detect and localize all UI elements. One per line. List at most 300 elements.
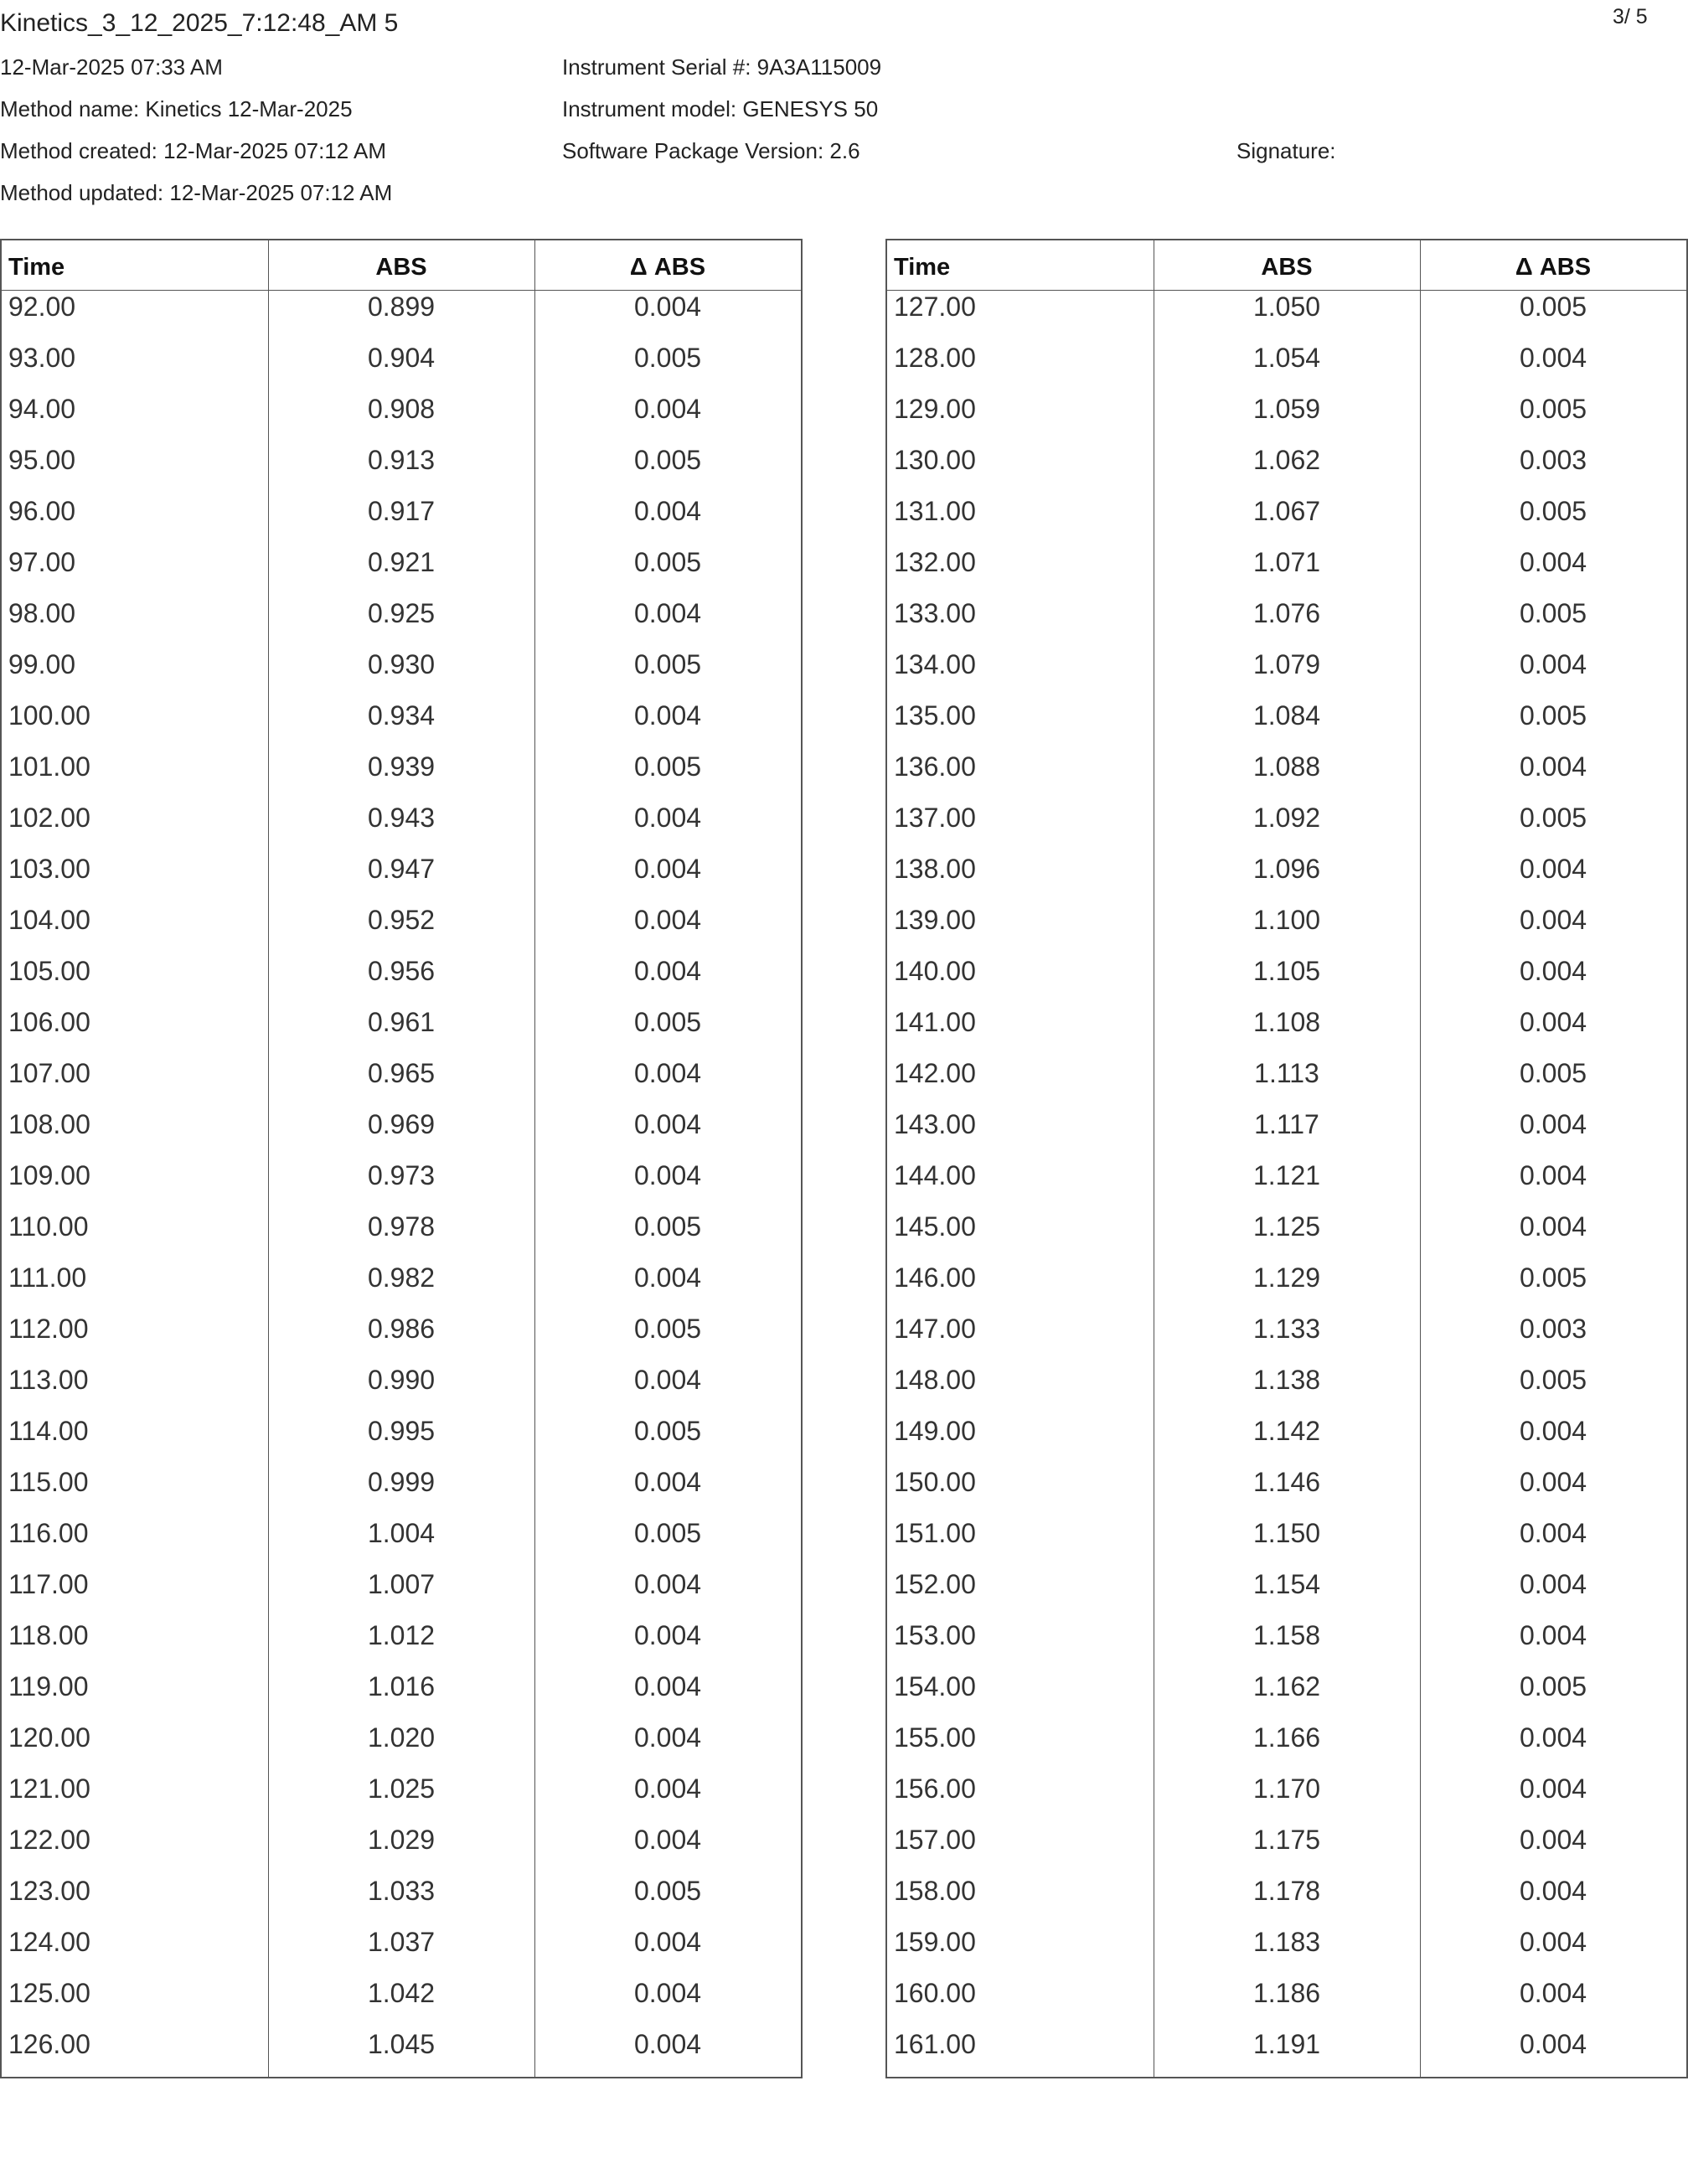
time-cell: 112.00 [8,1314,89,1344]
delta-abs-cell: 0.004 [633,956,702,986]
abs-cell: 1.108 [1252,1007,1321,1037]
time-cell: 145.00 [894,1211,976,1242]
abs-cell: 1.117 [1254,1109,1319,1139]
time-cell: 94.00 [8,394,76,424]
delta-abs-cell: 0.005 [633,1518,702,1548]
abs-cell: 0.952 [367,905,436,935]
abs-cell: 0.990 [367,1365,436,1395]
abs-cell: 1.025 [367,1774,436,1804]
delta-abs-cell: 0.004 [1519,1774,1587,1804]
abs-cell: 1.054 [1252,343,1321,373]
time-cell: 109.00 [8,1160,90,1190]
table-row [2,597,801,648]
table-row [2,1722,801,1773]
delta-abs-cell: 0.004 [1519,1876,1587,1906]
time-cell: 96.00 [8,496,76,526]
abs-cell: 0.913 [367,445,436,475]
time-cell: 159.00 [894,1927,976,1957]
delta-abs-cell: 0.004 [633,1467,702,1497]
table-row [887,546,1686,597]
table-row [2,1517,801,1568]
delta-abs-cell: 0.005 [633,1876,702,1906]
abs-cell: 1.050 [1252,292,1321,322]
time-cell: 123.00 [8,1876,90,1906]
document-title: Kinetics_3_12_2025_7:12:48_AM 5 [0,9,399,37]
abs-cell: 1.166 [1252,1722,1321,1753]
delta-abs-cell: 0.004 [633,700,702,731]
abs-cell: 1.076 [1252,598,1321,628]
abs-cell: 0.947 [367,854,436,884]
abs-cell: 1.138 [1252,1365,1321,1395]
table-row [2,1057,801,1108]
table-row [887,1108,1686,1159]
time-cell: 155.00 [894,1722,976,1753]
delta-abs-cell: 0.004 [633,1058,702,1088]
delta-abs-cell: 0.005 [633,1314,702,1344]
table-row [887,1875,1686,1926]
abs-cell: 1.150 [1252,1518,1321,1548]
time-cell: 148.00 [894,1365,976,1395]
time-cell: 135.00 [894,700,976,731]
delta-abs-cell: 0.004 [633,854,702,884]
table-row [2,955,801,1006]
delta-abs-cell: 0.004 [1519,1825,1587,1855]
table-row [2,1159,801,1211]
delta-abs-cell: 0.004 [633,1365,702,1395]
delta-abs-cell: 0.005 [1519,700,1587,731]
table-row [887,751,1686,802]
time-cell: 121.00 [8,1774,90,1804]
table-row [2,495,801,546]
time-cell: 119.00 [8,1671,89,1701]
data-table-right [885,239,1688,2078]
abs-cell: 1.079 [1252,649,1321,679]
delta-abs-cell: 0.004 [1519,1007,1587,1037]
delta-abs-cell: 0.005 [633,1007,702,1037]
abs-cell: 1.121 [1252,1160,1321,1190]
delta-abs-cell: 0.005 [633,445,702,475]
abs-cell: 0.995 [367,1416,436,1446]
abs-cell: 1.133 [1252,1314,1321,1344]
abs-cell: 0.978 [367,1211,436,1242]
time-cell: 99.00 [8,649,76,679]
instrument-serial: Instrument Serial #: 9A3A115009 [562,54,882,80]
abs-cell: 1.033 [367,1876,436,1906]
delta-abs-cell: 0.004 [1519,649,1587,679]
time-cell: 106.00 [8,1007,90,1037]
delta-abs-cell: 0.004 [633,803,702,833]
table-row [2,1211,801,1262]
delta-abs-cell: 0.004 [1519,905,1587,935]
time-cell: 102.00 [8,803,90,833]
table-row [2,1875,801,1926]
time-cell: 97.00 [8,547,76,577]
delta-abs-cell: 0.004 [633,496,702,526]
delta-abs-cell: 0.004 [633,1927,702,1957]
abs-cell: 1.105 [1252,956,1321,986]
time-cell: 140.00 [894,956,976,986]
table-body [2,291,801,2079]
time-cell: 138.00 [894,854,976,884]
table-row [887,393,1686,444]
abs-cell: 0.908 [367,394,436,424]
delta-abs-cell: 0.004 [1519,1927,1587,1957]
time-cell: 120.00 [8,1722,90,1753]
time-cell: 128.00 [894,343,976,373]
table-row [2,1619,801,1670]
table-row [2,546,801,597]
delta-abs-cell: 0.005 [1519,598,1587,628]
time-cell: 142.00 [894,1058,976,1088]
delta-abs-cell: 0.003 [1519,445,1587,475]
method-name: Method name: Kinetics 12-Mar-2025 [0,96,353,121]
table-row [887,1211,1686,1262]
abs-cell: 1.158 [1252,1620,1321,1650]
abs-cell: 1.071 [1252,547,1321,577]
table-row [887,1773,1686,1824]
abs-cell: 0.925 [367,598,436,628]
abs-cell: 0.956 [367,956,436,986]
delta-abs-cell: 0.005 [1519,292,1587,322]
delta-abs-cell: 0.003 [1519,1314,1587,1344]
abs-cell: 0.934 [367,700,436,731]
delta-abs-cell: 0.005 [1519,496,1587,526]
time-cell: 151.00 [894,1518,976,1548]
table-row [2,648,801,700]
delta-abs-cell: 0.004 [633,905,702,935]
delta-abs-cell: 0.004 [1519,956,1587,986]
time-cell: 104.00 [8,905,90,935]
delta-abs-cell: 0.004 [1519,2029,1587,2059]
time-cell: 144.00 [894,1160,976,1190]
method-updated: Method updated: 12-Mar-2025 07:12 AM [0,180,393,205]
delta-abs-cell: 0.004 [633,1569,702,1599]
abs-cell: 1.092 [1252,803,1321,833]
table-row [2,853,801,904]
table-row [2,342,801,393]
time-cell: 113.00 [8,1365,89,1395]
abs-cell: 1.012 [367,1620,436,1650]
delta-abs-cell: 0.004 [1519,751,1587,782]
table-row [2,1926,801,1977]
time-cell: 150.00 [894,1467,976,1497]
abs-cell: 1.191 [1252,2029,1321,2059]
abs-cell: 0.930 [367,649,436,679]
table-row [2,1773,801,1824]
delta-abs-cell: 0.005 [633,751,702,782]
delta-abs-cell: 0.005 [1519,394,1587,424]
table-row [887,1415,1686,1466]
abs-cell: 0.961 [367,1007,436,1037]
time-cell: 101.00 [8,751,90,782]
delta-abs-cell: 0.005 [1519,1058,1587,1088]
delta-abs-cell: 0.004 [633,1262,702,1293]
abs-cell: 0.917 [367,496,436,526]
table-row [2,444,801,495]
delta-abs-cell: 0.004 [1519,1211,1587,1242]
table-row [2,1313,801,1364]
time-cell: 129.00 [894,394,976,424]
time-cell: 98.00 [8,598,76,628]
time-cell: 131.00 [894,496,976,526]
time-cell: 122.00 [8,1825,90,1855]
table-row [887,802,1686,853]
table-row [887,648,1686,700]
table-row [2,802,801,853]
delta-abs-cell: 0.005 [633,1211,702,1242]
abs-cell: 1.045 [367,2029,436,2059]
delta-abs-cell: 0.005 [1519,1365,1587,1395]
table-row [2,1415,801,1466]
time-cell: 95.00 [8,445,76,475]
delta-abs-cell: 0.004 [633,292,702,322]
abs-cell: 1.088 [1252,751,1321,782]
table-row [887,1006,1686,1057]
table-row [2,291,801,342]
abs-cell: 1.029 [367,1825,436,1855]
abs-cell: 1.059 [1252,394,1321,424]
delta-abs-cell: 0.004 [633,2029,702,2059]
time-cell: 117.00 [8,1569,89,1599]
abs-cell: 0.904 [367,343,436,373]
delta-abs-cell: 0.005 [633,547,702,577]
table-row [887,1466,1686,1517]
instrument-model: Instrument model: GENESYS 50 [562,96,879,121]
time-cell: 141.00 [894,1007,976,1037]
abs-cell: 0.939 [367,751,436,782]
delta-abs-cell: 0.004 [1519,854,1587,884]
abs-cell: 0.899 [367,292,436,322]
time-cell: 108.00 [8,1109,90,1139]
table-row [887,1619,1686,1670]
table-row [887,1313,1686,1364]
delta-abs-cell: 0.004 [1519,1722,1587,1753]
abs-cell: 1.004 [367,1518,436,1548]
time-cell: 124.00 [8,1927,90,1957]
table-row [887,853,1686,904]
time-cell: 143.00 [894,1109,976,1139]
delta-abs-cell: 0.005 [1519,1262,1587,1293]
table-row [887,597,1686,648]
delta-abs-cell: 0.005 [633,343,702,373]
delta-abs-cell: 0.004 [633,1825,702,1855]
time-cell: 110.00 [8,1211,89,1242]
table-row [887,1262,1686,1313]
abs-cell: 1.129 [1252,1262,1321,1293]
table-row [2,1262,801,1313]
table-header [2,240,801,291]
table-row [2,700,801,751]
method-created: Method created: 12-Mar-2025 07:12 AM [0,138,387,163]
time-cell: 115.00 [8,1467,89,1497]
delta-abs-cell: 0.004 [1519,1620,1587,1650]
column-header-time: Time [894,254,951,281]
abs-cell: 1.020 [367,1722,436,1753]
delta-abs-cell: 0.004 [1519,547,1587,577]
abs-cell: 1.113 [1254,1058,1319,1088]
time-cell: 136.00 [894,751,976,782]
time-cell: 161.00 [894,2029,976,2059]
delta-abs-cell: 0.004 [633,1671,702,1701]
delta-abs-cell: 0.004 [633,1978,702,2008]
table-header [887,240,1686,291]
table-row [887,1057,1686,1108]
abs-cell: 1.175 [1252,1825,1321,1855]
time-cell: 127.00 [894,292,976,322]
page-number: 3/ 5 [1613,5,1648,28]
signature-label: Signature: [1236,138,1336,163]
time-cell: 152.00 [894,1569,976,1599]
time-cell: 147.00 [894,1314,976,1344]
table-row [887,1517,1686,1568]
time-cell: 114.00 [8,1416,89,1446]
abs-cell: 0.943 [367,803,436,833]
table-row [2,904,801,955]
abs-cell: 1.007 [367,1569,436,1599]
delta-abs-cell: 0.004 [1519,1109,1587,1139]
abs-cell: 1.125 [1252,1211,1321,1242]
delta-abs-cell: 0.004 [633,1722,702,1753]
time-cell: 134.00 [894,649,976,679]
time-cell: 93.00 [8,343,76,373]
delta-abs-cell: 0.004 [633,1620,702,1650]
table-row [2,1568,801,1619]
table-row [887,444,1686,495]
delta-abs-cell: 0.005 [1519,803,1587,833]
delta-abs-cell: 0.005 [633,649,702,679]
time-cell: 118.00 [8,1620,89,1650]
abs-cell: 1.170 [1252,1774,1321,1804]
time-cell: 146.00 [894,1262,976,1293]
table-row [887,904,1686,955]
table-row [2,1364,801,1415]
time-cell: 103.00 [8,854,90,884]
table-row [2,1006,801,1057]
table-row [2,393,801,444]
time-cell: 149.00 [894,1416,976,1446]
time-cell: 133.00 [894,598,976,628]
abs-cell: 0.982 [367,1262,436,1293]
table-row [887,495,1686,546]
abs-cell: 0.986 [367,1314,436,1344]
abs-cell: 1.062 [1252,445,1321,475]
delta-abs-cell: 0.005 [633,1416,702,1446]
time-cell: 105.00 [8,956,90,986]
abs-cell: 0.969 [367,1109,436,1139]
table-row [887,1722,1686,1773]
table-row [2,1977,801,2028]
time-cell: 139.00 [894,905,976,935]
time-cell: 158.00 [894,1876,976,1906]
table-row [887,1364,1686,1415]
table-row [887,700,1686,751]
delta-abs-cell: 0.004 [633,1109,702,1139]
abs-cell: 0.973 [367,1160,436,1190]
table-row [2,751,801,802]
time-cell: 125.00 [8,1978,90,2008]
table-row [887,1568,1686,1619]
table-row [887,1159,1686,1211]
column-header-delta-abs: Δ ABS [1515,254,1592,281]
abs-cell: 1.016 [367,1671,436,1701]
abs-cell: 0.999 [367,1467,436,1497]
delta-abs-cell: 0.005 [1519,1671,1587,1701]
table-row [887,291,1686,342]
time-cell: 160.00 [894,1978,976,2008]
time-cell: 137.00 [894,803,976,833]
delta-abs-cell: 0.004 [633,598,702,628]
table-row [2,2028,801,2079]
time-cell: 107.00 [8,1058,90,1088]
abs-cell: 1.084 [1252,700,1321,731]
time-cell: 92.00 [8,292,76,322]
abs-cell: 0.921 [367,547,436,577]
abs-cell: 1.100 [1252,905,1321,935]
data-table-left [0,239,803,2078]
delta-abs-cell: 0.004 [1519,1978,1587,2008]
column-header-abs: ABS [1261,254,1313,281]
report-datetime: 12-Mar-2025 07:33 AM [0,54,223,80]
software-version: Software Package Version: 2.6 [562,138,860,163]
abs-cell: 1.183 [1252,1927,1321,1957]
abs-cell: 1.154 [1252,1569,1321,1599]
table-row [887,1824,1686,1875]
time-cell: 157.00 [894,1825,976,1855]
column-header-time: Time [8,254,65,281]
delta-abs-cell: 0.004 [1519,1416,1587,1446]
time-cell: 154.00 [894,1671,976,1701]
abs-cell: 1.146 [1252,1467,1321,1497]
time-cell: 156.00 [894,1774,976,1804]
table-row [887,2028,1686,2079]
abs-cell: 1.067 [1252,496,1321,526]
table-row [2,1466,801,1517]
column-header-delta-abs: Δ ABS [629,254,706,281]
time-cell: 100.00 [8,700,90,731]
time-cell: 126.00 [8,2029,90,2059]
time-cell: 111.00 [8,1262,87,1293]
abs-cell: 1.096 [1252,854,1321,884]
abs-cell: 1.042 [367,1978,436,2008]
table-row [887,342,1686,393]
delta-abs-cell: 0.004 [1519,1569,1587,1599]
table-row [2,1670,801,1722]
time-cell: 130.00 [894,445,976,475]
delta-abs-cell: 0.004 [1519,1160,1587,1190]
table-row [2,1108,801,1159]
abs-cell: 1.178 [1252,1876,1321,1906]
delta-abs-cell: 0.004 [1519,1518,1587,1548]
abs-cell: 1.037 [367,1927,436,1957]
delta-abs-cell: 0.004 [633,1160,702,1190]
abs-cell: 1.142 [1252,1416,1321,1446]
table-row [887,1926,1686,1977]
abs-cell: 1.162 [1252,1671,1321,1701]
column-header-abs: ABS [375,254,427,281]
abs-cell: 1.186 [1252,1978,1321,2008]
delta-abs-cell: 0.004 [1519,343,1587,373]
table-body [887,291,1686,2079]
time-cell: 153.00 [894,1620,976,1650]
table-row [887,1977,1686,2028]
abs-cell: 0.965 [367,1058,436,1088]
table-row [887,1670,1686,1722]
table-row [2,1824,801,1875]
delta-abs-cell: 0.004 [633,1774,702,1804]
delta-abs-cell: 0.004 [1519,1467,1587,1497]
table-row [887,955,1686,1006]
time-cell: 132.00 [894,547,976,577]
